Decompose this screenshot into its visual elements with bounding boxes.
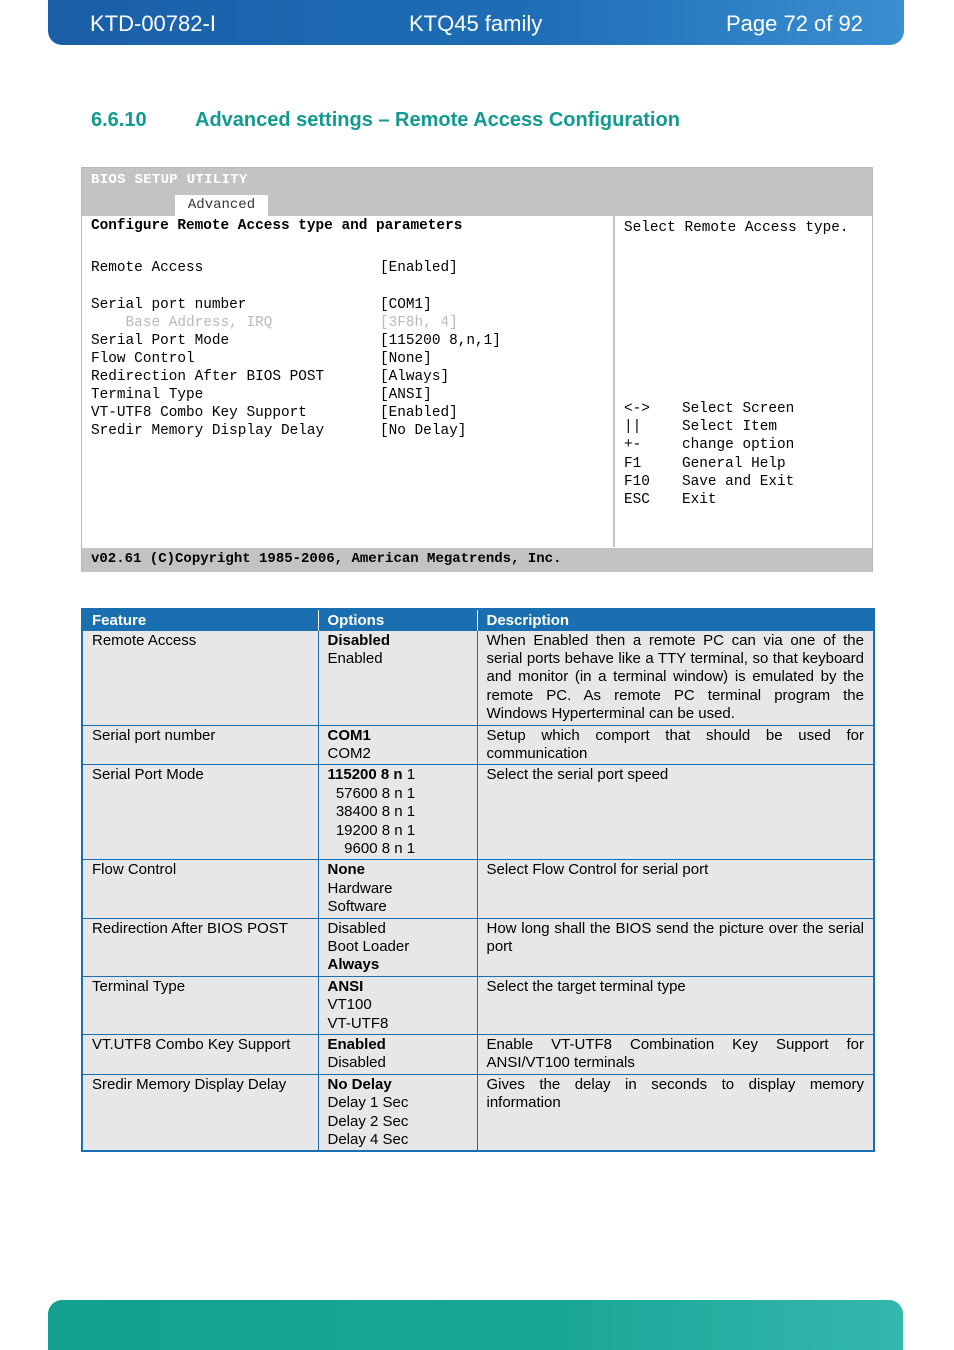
option: 38400 8 n 1 xyxy=(327,803,416,821)
bios-settings-panel xyxy=(82,216,615,547)
description-cell: Select the serial port speed xyxy=(477,765,874,860)
option: VT-UTF8 xyxy=(327,1014,389,1032)
option: COM2 xyxy=(327,744,371,762)
options-cell xyxy=(318,918,477,976)
default-option: 115200 8 n xyxy=(327,766,403,784)
bios-setting-value[interactable]: [COM1] xyxy=(380,297,432,313)
table-row xyxy=(82,630,874,725)
bios-setting-value[interactable]: [None] xyxy=(380,351,432,367)
feature-table xyxy=(81,608,875,1152)
feature-cell: Serial port number xyxy=(82,725,318,765)
options-cell xyxy=(318,1035,477,1075)
bios-setting-label: Terminal Type xyxy=(91,387,204,403)
default-option: Enabled xyxy=(327,1036,386,1054)
key-hint: F1 xyxy=(624,456,642,472)
tab-advanced[interactable]: Advanced xyxy=(175,195,268,216)
description-cell: Gives the delay in seconds to display memory information xyxy=(477,1074,874,1151)
table-row xyxy=(82,1074,874,1151)
feature-cell: Redirection After BIOS POST xyxy=(82,918,318,976)
description-cell: How long shall the BIOS send the picture over the serial port xyxy=(477,918,874,976)
key-hint: F10 xyxy=(624,474,650,490)
bios-setting-label: Flow Control xyxy=(91,351,195,367)
option: Software xyxy=(327,898,387,916)
description-cell: Setup which comport that should be used for communication xyxy=(477,725,874,765)
description-cell: When Enabled then a remote PC can via one of the serial ports behave like a TTY terminal, so that keyboard and monitor (in a terminal window) is emulated by the remote PC. As remote PC terminal program the Windows Hyperterminal can be used. xyxy=(477,630,874,725)
default-option: Disabled xyxy=(327,631,391,649)
option: Disabled xyxy=(327,919,386,937)
table-row xyxy=(82,1035,874,1075)
table-row xyxy=(82,725,874,765)
bios-setting-value[interactable]: [ANSI] xyxy=(380,387,432,403)
default-option-suffix: 1 xyxy=(402,766,416,784)
options-cell xyxy=(318,725,477,765)
key-hint-desc: Select Screen xyxy=(682,401,795,417)
table-row xyxy=(82,918,874,976)
key-hint-desc: Select Item xyxy=(682,419,777,435)
feature-cell: VT.UTF8 Combo Key Support xyxy=(82,1035,318,1075)
feature-cell: Flow Control xyxy=(82,860,318,918)
section-heading xyxy=(91,107,680,133)
feature-cell: Sredir Memory Display Delay xyxy=(82,1074,318,1151)
description-cell: Select Flow Control for serial port xyxy=(477,860,874,918)
option: Delay 2 Sec xyxy=(327,1112,409,1130)
key-hint-desc: Exit xyxy=(682,492,717,508)
bios-copyright-bar: v02.61 (C)Copyright 1985-2006, American Megatrends, Inc. xyxy=(82,548,872,572)
key-hint: +- xyxy=(624,437,642,453)
option: Disabled xyxy=(327,1054,386,1072)
option-line xyxy=(328,766,468,784)
default-option: COM1 xyxy=(327,726,371,744)
bios-screen xyxy=(81,167,873,572)
bios-setting-label: Serial port number xyxy=(91,297,247,313)
feature-cell: Remote Access xyxy=(82,630,318,725)
bios-setting-value[interactable]: [Always] xyxy=(380,369,450,385)
key-hint-desc: General Help xyxy=(682,456,786,472)
option: Boot Loader xyxy=(327,938,410,955)
page-header xyxy=(48,0,904,45)
option: Delay 1 Sec xyxy=(327,1094,409,1112)
bios-title-bar: BIOS SETUP UTILITY xyxy=(82,168,872,193)
table-row xyxy=(82,976,874,1034)
default-option: None xyxy=(327,861,365,879)
bios-setting-label: Base Address, IRQ xyxy=(91,315,273,331)
table-row xyxy=(82,765,874,860)
bios-setting-value: [3F8h, 4] xyxy=(380,315,458,331)
column-header: Feature xyxy=(82,609,318,630)
key-hint-desc: Save and Exit xyxy=(682,474,795,490)
key-hint: || xyxy=(624,419,642,435)
default-option: ANSI xyxy=(327,977,364,995)
bios-setting-value[interactable]: [No Delay] xyxy=(380,423,467,439)
table-header-row xyxy=(82,609,874,630)
page-footer-bar xyxy=(48,1300,903,1350)
section-title: Advanced settings – Remote Access Configuration xyxy=(195,109,680,131)
options-cell xyxy=(318,976,477,1034)
bios-help-panel xyxy=(617,216,872,547)
key-hint: ESC xyxy=(624,492,650,508)
bios-setting-label: Redirection After BIOS POST xyxy=(91,369,325,385)
option: Hardware xyxy=(327,879,393,897)
feature-cell: Serial Port Mode xyxy=(82,765,318,860)
option: Delay 4 Sec xyxy=(327,1131,409,1149)
options-cell xyxy=(318,630,477,725)
document-id: KTD-00782-I xyxy=(90,11,216,36)
column-header: Options xyxy=(318,609,477,630)
bios-setting-label: Serial Port Mode xyxy=(91,333,230,349)
column-header: Description xyxy=(477,609,874,630)
options-cell xyxy=(318,860,477,918)
description-cell: Enable VT-UTF8 Combination Key Support for ANSI/VT100 terminals xyxy=(477,1035,874,1075)
bios-setting-label: Sredir Memory Display Delay xyxy=(91,423,325,439)
description-cell: Select the target terminal type xyxy=(477,976,874,1034)
options-cell xyxy=(318,1074,477,1151)
bios-setting-label: VT-UTF8 Combo Key Support xyxy=(91,405,307,421)
key-hint: <-> xyxy=(624,401,650,417)
product-family: KTQ45 family xyxy=(409,11,543,36)
bios-setting-value[interactable]: [Enabled] xyxy=(380,405,458,421)
bios-tab-row xyxy=(82,193,872,216)
option: 19200 8 n 1 xyxy=(327,821,416,839)
bios-setting-value[interactable]: [Enabled] xyxy=(380,260,458,276)
option: VT100 xyxy=(327,996,372,1014)
bios-help-text: Select Remote Access type. xyxy=(624,220,849,236)
section-number: 6.6.10 xyxy=(91,109,147,131)
default-option: No Delay xyxy=(327,1075,392,1093)
default-option: Always xyxy=(327,956,380,974)
table-row xyxy=(82,860,874,918)
page-number: Page 72 of 92 xyxy=(725,11,863,36)
bios-setting-value[interactable]: [115200 8,n,1] xyxy=(380,333,501,349)
bios-setting-label: Remote Access xyxy=(91,260,204,276)
bios-panel-heading: Configure Remote Access type and parameters xyxy=(91,218,463,234)
option: 57600 8 n 1 xyxy=(327,784,416,802)
option: Enabled xyxy=(327,649,383,667)
option: 9600 8 n 1 xyxy=(327,839,416,857)
key-hint-desc: change option xyxy=(682,437,795,453)
feature-cell: Terminal Type xyxy=(82,976,318,1034)
options-cell xyxy=(318,765,477,860)
